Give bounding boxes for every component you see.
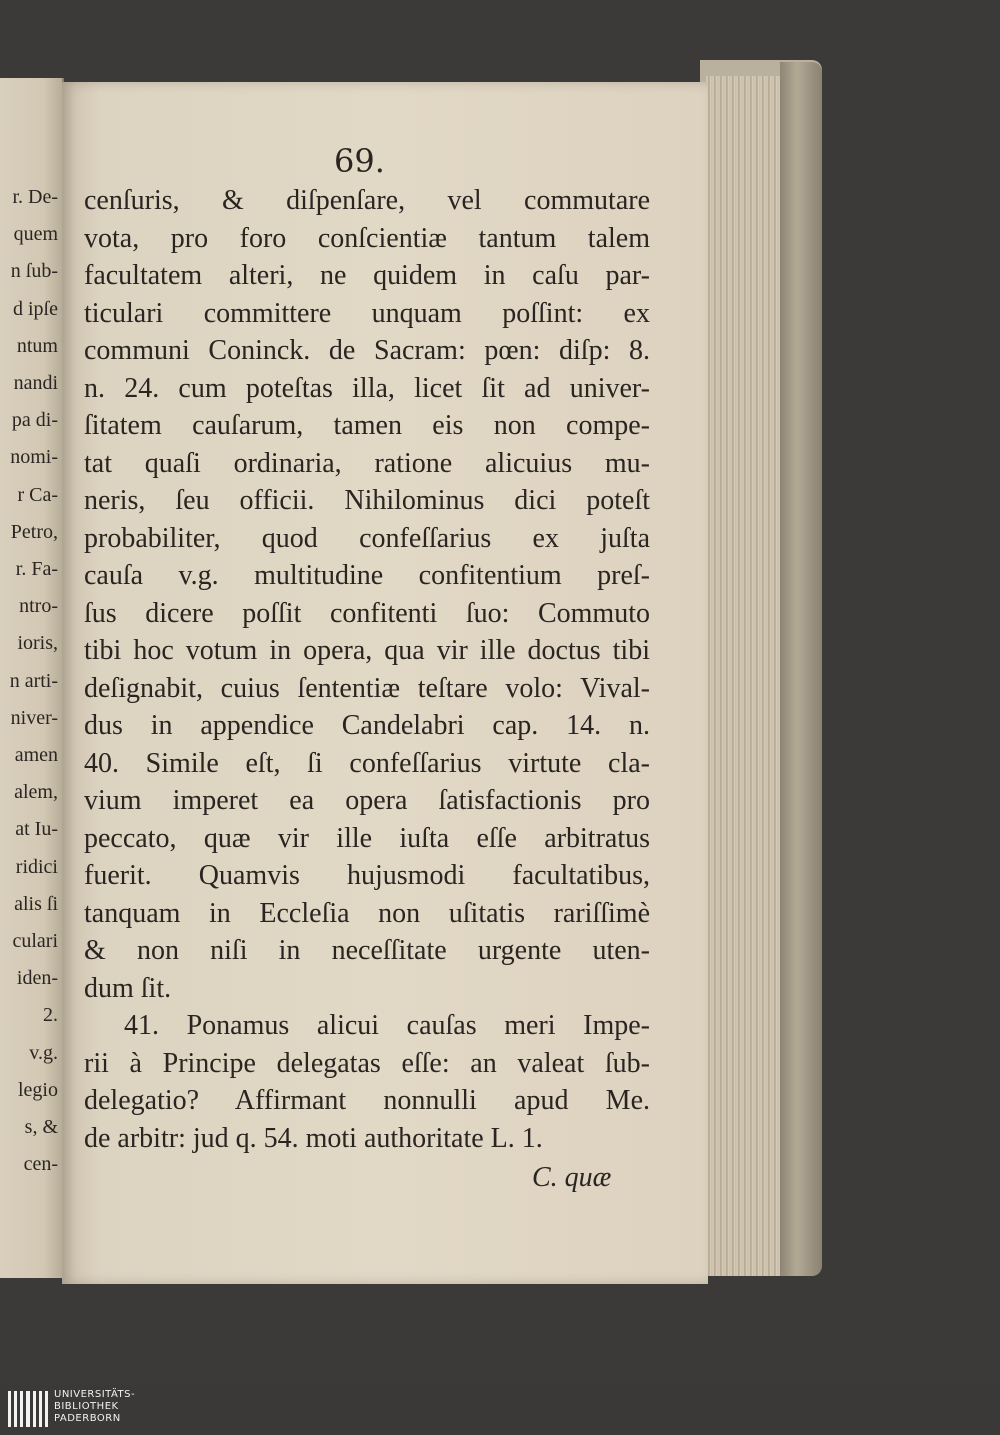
left-page-fragment: v.g.	[29, 1041, 58, 1064]
left-page-fragment: culari	[12, 930, 58, 952]
text-line: ſitatem cauſarum, tamen eis non compe-	[84, 410, 650, 441]
text-line: rii à Principe delegatas eſſe: an valeat ſub-	[84, 1047, 650, 1079]
page-fore-edge	[706, 76, 788, 1276]
left-page-fragment: 2.	[43, 1004, 58, 1027]
text-line: tanquam in Eccleſia non uſitatis rariſſimè	[84, 897, 650, 929]
left-page-fragment: ntum	[16, 334, 58, 357]
left-page-fragment: cen-	[23, 1153, 58, 1176]
left-page-fragment: s, &	[24, 1116, 58, 1138]
page-number: 69.	[334, 142, 385, 180]
book-cover-edge	[780, 62, 822, 1276]
left-page-fragment: n arti-	[9, 669, 58, 692]
left-page-fragment: alem,	[14, 781, 58, 804]
text-line: peccato, quæ vir ille iuſta eſſe arbitratus	[84, 822, 650, 854]
left-page-fragment: ioris,	[17, 632, 58, 655]
left-page-fragment: at Iu-	[15, 818, 58, 841]
text-line: ticulari committere unquam poſſint: ex	[84, 297, 650, 329]
text-line: neris, ſeu officii. Nihilominus dici poteſt	[84, 485, 650, 516]
left-page-fragment: pa di-	[11, 409, 58, 432]
left-page-fragment: ridici	[15, 855, 58, 878]
text-line: tat quaſi ordinaria, ratione alicuius mu-	[84, 447, 650, 479]
text-line: tibi hoc votum in opera, qua vir ille doctus tibi	[84, 635, 650, 666]
library-name	[54, 1389, 135, 1425]
text-line: dus in appendice Candelabri cap. 14. n.	[84, 710, 650, 741]
left-page-fragment: r Ca-	[17, 483, 58, 506]
left-page-fragment: iden-	[16, 967, 58, 990]
text-line: ſus dicere poſſit confitenti ſuo: Commuto	[84, 597, 650, 629]
text-line: dum ſit.	[84, 972, 172, 1004]
left-page-fragment: quem	[13, 223, 58, 246]
text-line: vota, pro foro conſcientiæ tantum talem	[84, 222, 650, 254]
text-line: cauſa v.g. multitudine confitentium preſ-	[84, 560, 650, 591]
left-page-fragment: nomi-	[10, 446, 58, 469]
text-line: 41. Ponamus alicui cauſas meri Impe-	[124, 1010, 650, 1041]
left-page-fragment: alis ſi	[14, 892, 58, 915]
library-name-line-3: PADERBORN	[54, 1413, 121, 1424]
text-line: probabiliter, quod confeſſarius ex juſta	[84, 522, 650, 554]
text-line: vium imperet ea opera ſatisfactionis pro	[84, 785, 650, 816]
text-line: n. 24. cum poteſtas illa, licet ſit ad univer-	[84, 372, 650, 404]
text-line: fuerit. Quamvis hujusmodi facultatibus,	[84, 860, 650, 891]
left-page-fragment: Petro,	[10, 520, 58, 543]
library-name-line-1: UNIVERSITÄTS-	[54, 1389, 136, 1400]
left-page-fragment: amen	[14, 744, 58, 766]
left-page-fragment: legio	[18, 1078, 58, 1101]
left-page-fragment: r. Fa-	[15, 558, 58, 580]
left-page-fragment: nandi	[13, 372, 58, 394]
left-page-fragment: niver-	[10, 706, 58, 729]
text-line: deſignabit, cuius ſententiæ teſtare volo: Vival-	[84, 672, 650, 704]
catchword: C. quæ	[532, 1162, 612, 1193]
left-page-fragment: ntro-	[19, 595, 58, 618]
text-line: cenſuris, & diſpenſare, vel commutare	[84, 185, 650, 216]
library-logo-icon	[8, 1391, 48, 1427]
text-line: de arbitr: jud q. 54. moti authoritate L. 1.	[84, 1122, 543, 1154]
book-page	[62, 82, 708, 1284]
previous-page-edge	[0, 78, 64, 1278]
left-page-fragment: r. De-	[12, 186, 58, 208]
page-text	[84, 182, 650, 1157]
text-line: facultatem alteri, ne quidem in caſu par-	[84, 260, 650, 291]
library-name-line-2: BIBLIOTHEK	[54, 1401, 119, 1412]
text-line: & non niſi in neceſſitate urgente uten-	[84, 935, 650, 966]
left-page-fragment: n ſub-	[10, 260, 58, 283]
left-page-fragment: d ipſe	[13, 297, 58, 320]
text-line: communi Coninck. de Sacram: pœn: diſp: 8.	[84, 335, 650, 366]
text-line: 40. Simile eſt, ſi confeſſarius virtute cla-	[84, 747, 650, 779]
text-line: delegatio? Affirmant nonnulli apud Me.	[84, 1085, 650, 1116]
footer-bar	[0, 1385, 1000, 1435]
